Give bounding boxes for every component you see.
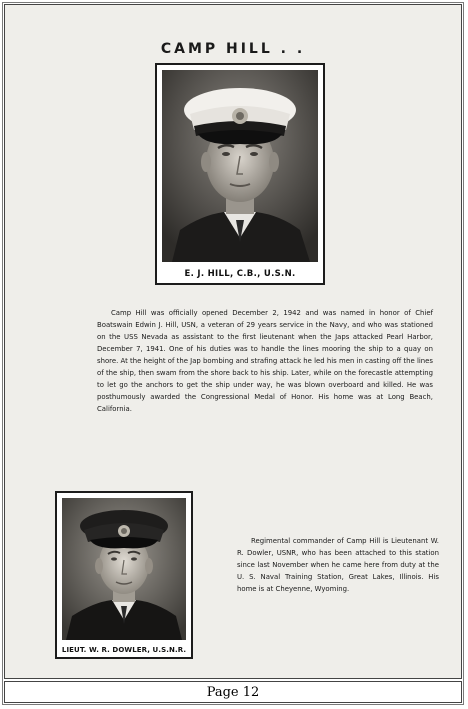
- page-number-caption: Page 12: [4, 681, 462, 703]
- side-paragraph: Regimental commander of Camp Hill is Lieutenant W. R. Dowler, USNR, who has been attached to this station since last November when he came here from duty at the U. S. Naval Training Station, Great Lakes, Illinois. His home is at Cheyenne, Wyoming.: [237, 537, 439, 593]
- portrait-hill: [162, 70, 318, 262]
- portrait-dowler-image: [62, 498, 186, 640]
- second-portrait-caption: LIEUT. W. R. DOWLER, U.S.N.R.: [61, 646, 187, 654]
- portrait-dowler: [62, 498, 186, 640]
- main-portrait-caption: E. J. HILL, C.B., U.S.N.: [184, 269, 296, 279]
- second-portrait-frame: [55, 491, 193, 659]
- scanned-page: [4, 4, 462, 679]
- body-paragraph: Camp Hill was officially opened December 2, 1942 and was named in honor of Chief Boatswain Edwin J. Hill, USN, a veteran of 29 years service in the Navy, and who was stationed on the USS Nevada as assistant to the first lieutenant when the Japs attacked Pearl Harbor, December 7, 1941. One of his duties was to handle the lines mooring the ship to a quay on shore. At the height of the Jap bombing and strafing attack he led his men in casting off the lines of the ship, then swam from the shore back to his ship. Later, while on the forecastle attempting to let go the anchors to get the ship under way, he was blown overboard and killed. He was posthumously awarded the Congressional Medal of Honor. His home was at Long Beach, California.: [97, 309, 433, 413]
- main-portrait-frame: [155, 63, 325, 285]
- page-title: CAMP HILL . .: [160, 41, 306, 57]
- portrait-hill-image: [162, 70, 318, 262]
